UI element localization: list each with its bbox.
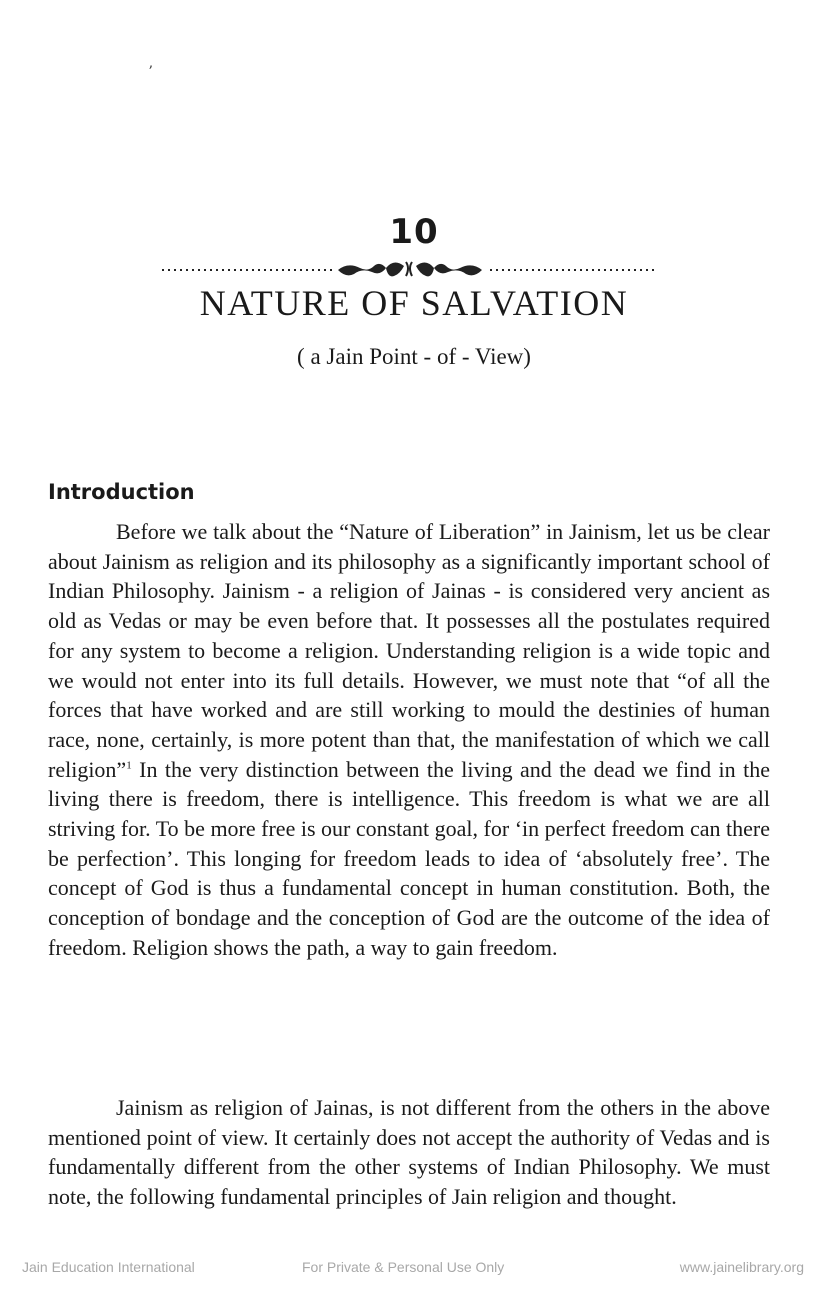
footer-usage-note: For Private & Personal Use Only: [302, 1259, 505, 1275]
paragraph: [48, 1093, 770, 1212]
chapter-title: NATURE OF SALVATION: [199, 283, 629, 323]
paragraph-text-continued: In the very distinction between the living and the dead we find in the living there is freedom, there is intelligence. This freedom is what we are all striving for. To be more free is our constant goal, for ‘in perfect freedom can there be perfection’. This longing for freedom leads to idea of ‘absolutely free’. The concept of God is thus a fundamental concept in human constitution. Both, the conception of bondage and the conception of God are the outcome of the idea of freedom. Religion shows the path, a way to gain freedom.: [48, 756, 770, 960]
chapter-number: 10: [389, 212, 439, 252]
paragraph-text: Before we talk about the “Nature of Liberation” in Jainism, let us be clear about Jainism as religion and its philosophy as a significantly important school of Indian Philosophy. Jainism - a religion of Jainas - is considered very ancient as old as Vedas or may be even before that. It possesses all the postulates required for any system to become a religion. Understanding religion is a wide topic and we would not enter into its full details. However, we must note that “of all the forces that have worked and are still working to mould the destinies of human race, none, certainly, is more potent than that, the manifestation of which we call religion”: [48, 519, 770, 782]
paragraph-text: Jainism as religion of Jainas, is not different from the others in the above mentioned point of view. It certainly does not accept the authority of Vedas and is fundamentally different from the other systems of Indian Philosophy. We must note, the following fundamental principles of Jain religion and thought.: [48, 1095, 770, 1210]
chapter-subtitle: ( a Jain Point - of - View): [297, 344, 531, 369]
stray-mark: ʼ: [148, 64, 153, 80]
footnote-marker: 1: [126, 759, 132, 772]
ornament-divider-icon: [160, 256, 660, 280]
footer-website-link[interactable]: www.jainelibrary.org: [679, 1259, 804, 1275]
section-heading: Introduction: [48, 480, 195, 504]
paragraph: [48, 517, 770, 963]
footer-publisher: Jain Education International: [22, 1259, 195, 1275]
